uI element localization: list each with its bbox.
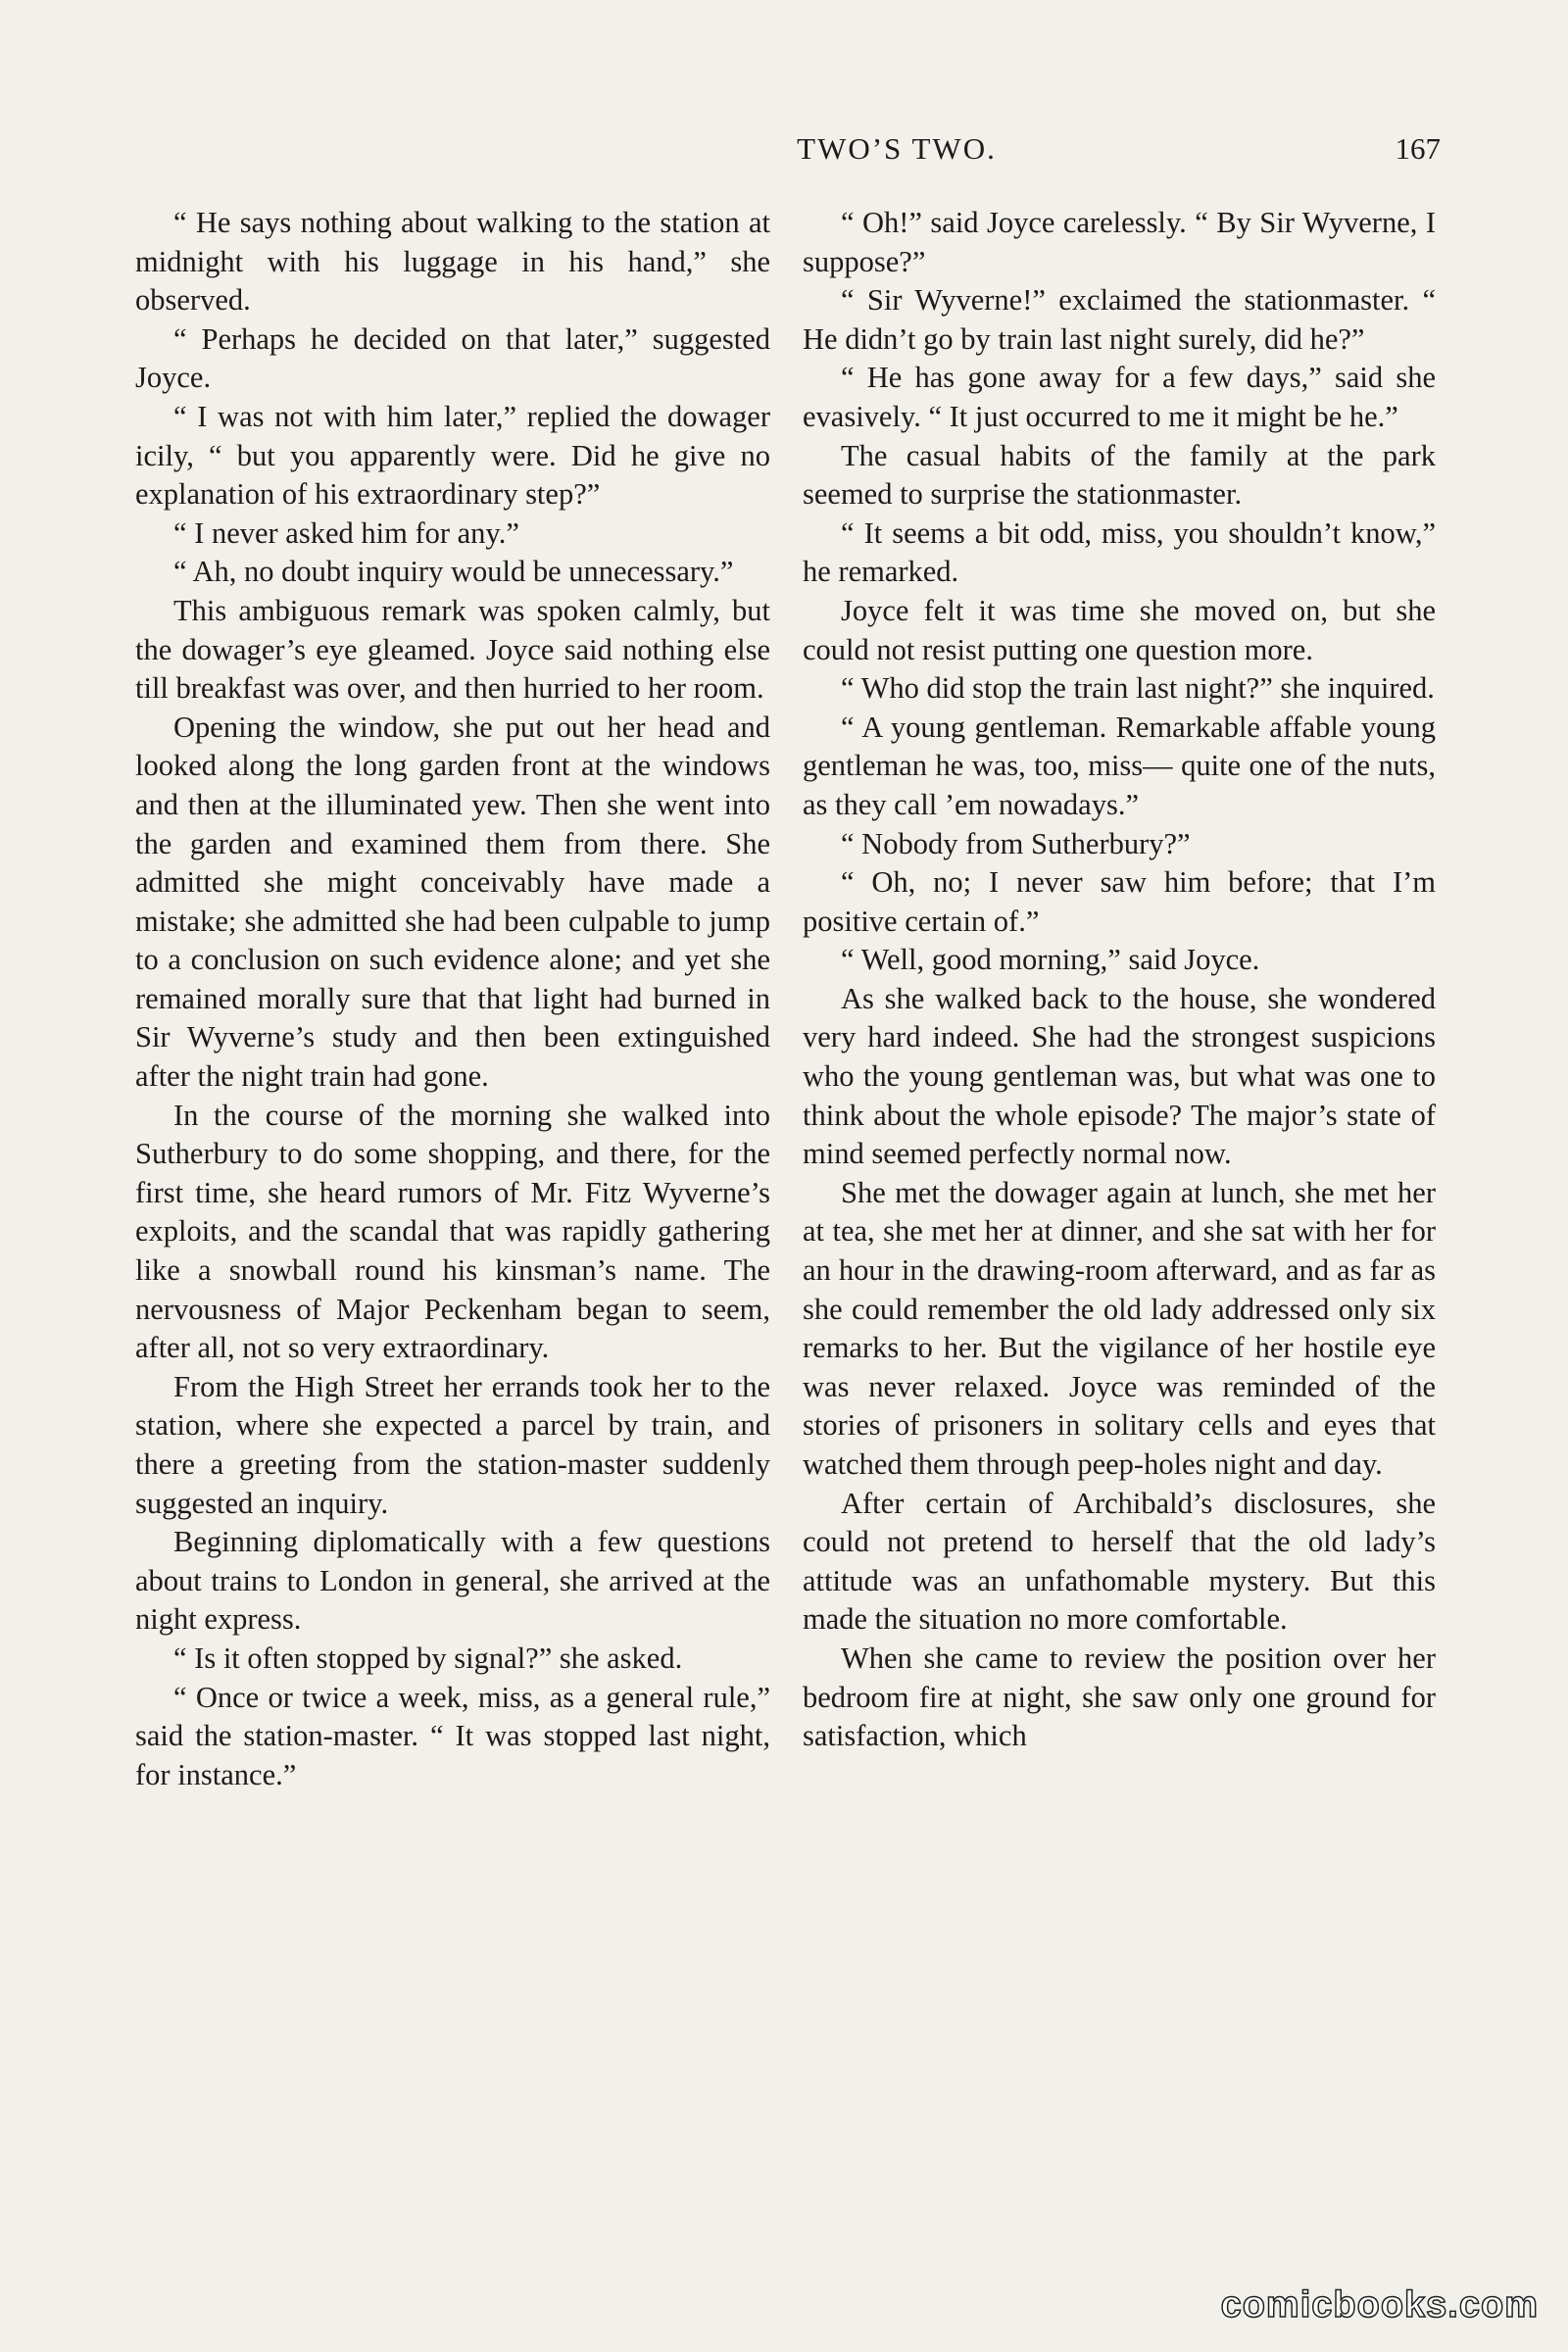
paragraph: “ I was not with him later,” replied the dowager icily, “ but you apparently were. Did he give no explanation of his extraordinary step?” — [135, 399, 770, 512]
paragraph: As she walked back to the house, she wondered very hard indeed. She had the strongest suspicions who the young gentleman was, but what was one to think about the whole episode? The major’s state of mind seemed perfectly normal now. — [803, 981, 1436, 1171]
paragraph: “ A young gentleman. Remarkable affable young gentleman he was, too, miss— quite one of the nuts, as they call ’em nowadays.” — [803, 710, 1436, 821]
paragraph: “ Once or twice a week, miss, as a general rule,” said the station-master. “ It was stopped last night, for instance.” — [135, 1680, 770, 1791]
paragraph: “ Is it often stopped by signal?” she asked. — [173, 1641, 683, 1675]
paragraph: “ Sir Wyverne!” exclaimed the stationmaster. “ He didn’t go by train last night surely, did he?” — [803, 283, 1436, 356]
paragraph: When she came to review the position over her bedroom fire at night, she saw only one ground for satisfaction, which — [803, 1641, 1436, 1753]
paragraph: After certain of Archibald’s disclosures, she could not pretend to herself that the old lady’s attitude was an unfathomable mystery. But this made the situation no more comfortable. — [803, 1486, 1436, 1637]
paragraph: “ Oh!” said Joyce carelessly. “ By Sir Wyverne, I suppose?” — [803, 206, 1436, 278]
paragraph: This ambiguous remark was spoken calmly, but the dowager’s eye gleamed. Joyce said nothing else till breakfast was over, and then hurried to her room. — [135, 593, 770, 706]
paragraph: “ Ah, no doubt inquiry would be unnecessary.” — [173, 555, 734, 589]
paragraph: “ He says nothing about walking to the station at midnight with his luggage in his hand,” she observed. — [135, 206, 770, 318]
running-title: TWO’S TWO. — [797, 131, 997, 166]
paragraph: Opening the window, she put out her head and looked along the long garden front at the windows and then at the illuminated yew. Then she went into the garden and examined them from there. She admitted she might conceivably have made a mistake; she admitted she had been culpable to jump to a conclusion on such evidence alone; and yet she remained morally sure that that light had burned in Sir Wyverne’s study and then been extinguished after the night train had gone. — [135, 710, 770, 1094]
paragraph: “ I never asked him for any.” — [173, 515, 519, 550]
paragraph: She met the dowager again at lunch, she met her at tea, she met her at dinner, and she sat with her for an hour in the drawing-room afterward, and as far as she could remember the old lady addressed only six remarks to her. But the vigilance of her hostile eye was never relaxed. Joyce was reminded of the stories of prisoners in solitary cells and eyes that watched them through peep-holes night and day. — [803, 1175, 1436, 1481]
paragraph: In the course of the morning she walked into Sutherbury to do some shopping, and there, for the first time, she heard rumors of Mr. Fitz Wyverne’s exploits, and the scandal that was rapidly gathering like a snowball round his kinsman’s name. The nervousness of Major Peckenham began to seem, after all, not so very extraordinary. — [135, 1098, 770, 1365]
paragraph: Beginning diplomatically with a few questions about trains to London in general, she arrived at the night express. — [135, 1525, 770, 1637]
left-column — [135, 204, 770, 1794]
paragraph: “ Who did stop the train last night?” she inquired. — [841, 671, 1435, 706]
right-column — [803, 204, 1436, 1756]
paragraph: Joyce felt it was time she moved on, but she could not resist putting one question more. — [803, 593, 1436, 666]
page-number: 167 — [1395, 131, 1441, 166]
paragraph: The casual habits of the family at the park seemed to surprise the stationmaster. — [803, 438, 1436, 512]
paragraph: “ Perhaps he decided on that later,” suggested Joyce. — [135, 321, 770, 395]
paragraph: “ Nobody from Sutherbury?” — [841, 826, 1191, 860]
paragraph: “ Well, good morning,” said Joyce. — [841, 943, 1260, 977]
paragraph: “ It seems a bit odd, miss, you shouldn’t know,” he remarked. — [803, 515, 1436, 589]
paragraph: From the High Street her errands took her to the station, where she expected a parcel by train, and there a greeting from the station-master suddenly suggested an inquiry. — [135, 1369, 770, 1520]
watermark-logo: comicbooks.com — [1220, 2284, 1539, 2326]
paragraph: “ He has gone away for a few days,” said she evasively. “ It just occurred to me it might be he.” — [803, 361, 1436, 433]
paragraph: “ Oh, no; I never saw him before; that I’m positive certain of.” — [803, 865, 1436, 938]
